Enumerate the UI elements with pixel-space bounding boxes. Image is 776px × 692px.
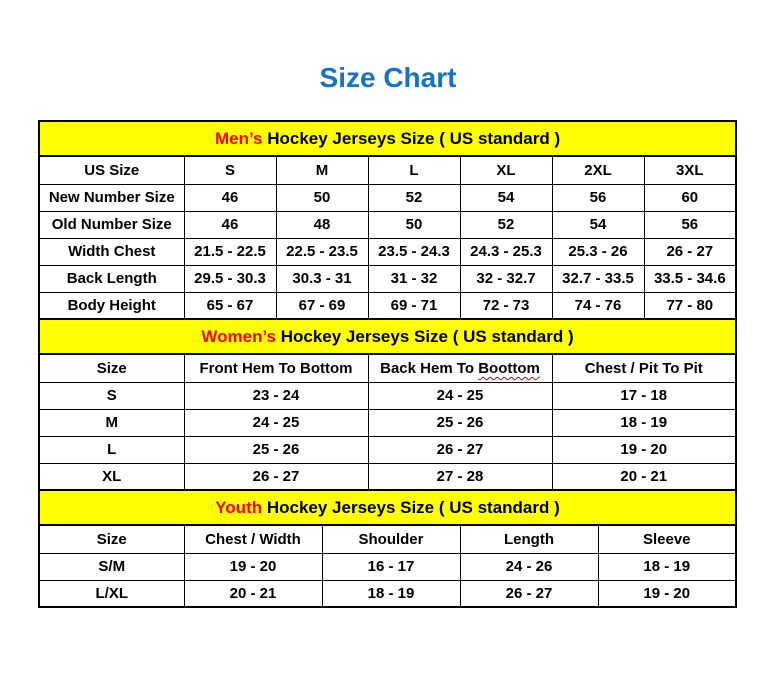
misspelled-word: Boottom [478, 359, 540, 377]
column-header: M [276, 156, 368, 184]
row-label: L/XL [39, 580, 184, 607]
table-cell: 69 - 71 [368, 292, 460, 319]
youth-column-header-row [39, 525, 736, 553]
table-cell: 50 [276, 184, 368, 211]
table-cell: 29.5 - 30.3 [184, 265, 276, 292]
row-label: Back Length [39, 265, 184, 292]
table-cell: 54 [460, 184, 552, 211]
column-header: Size [39, 525, 184, 553]
youth-size-table [38, 489, 737, 608]
table-cell: 74 - 76 [552, 292, 644, 319]
table-cell: 72 - 73 [460, 292, 552, 319]
mens-section-header-row [39, 121, 736, 156]
table-cell: 31 - 32 [368, 265, 460, 292]
row-label: Old Number Size [39, 211, 184, 238]
row-label: S/M [39, 553, 184, 580]
womens-section-header-row [39, 319, 736, 354]
table-cell: 67 - 69 [276, 292, 368, 319]
column-header: Size [39, 354, 184, 382]
table-cell: 54 [552, 211, 644, 238]
table-row [39, 409, 736, 436]
table-cell: 25 - 26 [368, 409, 552, 436]
table-cell: 20 - 21 [184, 580, 322, 607]
table-row [39, 211, 736, 238]
table-row [39, 184, 736, 211]
womens-column-header-row [39, 354, 736, 382]
row-label: L [39, 436, 184, 463]
column-header [368, 354, 552, 382]
column-header: XL [460, 156, 552, 184]
youth-section-title-highlight: Youth [215, 497, 263, 517]
table-cell: 26 - 27 [644, 238, 736, 265]
youth-section-title [39, 490, 736, 525]
table-cell: 26 - 27 [460, 580, 598, 607]
row-label: XL [39, 463, 184, 490]
table-cell: 56 [644, 211, 736, 238]
table-cell: 33.5 - 34.6 [644, 265, 736, 292]
column-header: 3XL [644, 156, 736, 184]
column-header: 2XL [552, 156, 644, 184]
table-cell: 50 [368, 211, 460, 238]
womens-section-title-highlight: Women’s [201, 326, 276, 346]
table-cell: 26 - 27 [368, 436, 552, 463]
table-cell: 30.3 - 31 [276, 265, 368, 292]
column-header: Length [460, 525, 598, 553]
table-row [39, 265, 736, 292]
table-row [39, 436, 736, 463]
column-header: S [184, 156, 276, 184]
table-row [39, 238, 736, 265]
womens-section-title [39, 319, 736, 354]
table-cell: 46 [184, 184, 276, 211]
row-label: New Number Size [39, 184, 184, 211]
page-title: Size Chart [319, 62, 457, 93]
column-header: Chest / Width [184, 525, 322, 553]
table-cell: 19 - 20 [598, 580, 736, 607]
youth-section-title-text: Hockey Jerseys Size ( US standard ) [262, 497, 560, 517]
table-cell: 18 - 19 [322, 580, 460, 607]
table-cell: 24.3 - 25.3 [460, 238, 552, 265]
table-cell: 65 - 67 [184, 292, 276, 319]
table-cell: 32 - 32.7 [460, 265, 552, 292]
table-cell: 26 - 27 [184, 463, 368, 490]
column-header: US Size [39, 156, 184, 184]
table-cell: 18 - 19 [598, 553, 736, 580]
table-row [39, 463, 736, 490]
table-row [39, 580, 736, 607]
table-cell: 24 - 25 [368, 382, 552, 409]
mens-column-header-row [39, 156, 736, 184]
table-cell: 24 - 25 [184, 409, 368, 436]
table-cell: 23 - 24 [184, 382, 368, 409]
table-row [39, 382, 736, 409]
table-row [39, 292, 736, 319]
table-cell: 32.7 - 33.5 [552, 265, 644, 292]
table-cell: 25 - 26 [184, 436, 368, 463]
table-cell: 48 [276, 211, 368, 238]
column-header: L [368, 156, 460, 184]
table-cell: 19 - 20 [184, 553, 322, 580]
table-cell: 22.5 - 23.5 [276, 238, 368, 265]
mens-size-table [38, 120, 737, 320]
table-cell: 18 - 19 [552, 409, 736, 436]
mens-section-title [39, 121, 736, 156]
table-cell: 56 [552, 184, 644, 211]
column-header: Sleeve [598, 525, 736, 553]
size-chart-tables [38, 120, 735, 608]
table-cell: 20 - 21 [552, 463, 736, 490]
table-cell: 17 - 18 [552, 382, 736, 409]
table-cell: 46 [184, 211, 276, 238]
table-cell: 52 [368, 184, 460, 211]
column-header: Chest / Pit To Pit [552, 354, 736, 382]
table-cell: 23.5 - 24.3 [368, 238, 460, 265]
youth-section-header-row [39, 490, 736, 525]
table-cell: 19 - 20 [552, 436, 736, 463]
table-row [39, 553, 736, 580]
table-cell: 24 - 26 [460, 553, 598, 580]
womens-size-table [38, 318, 737, 491]
table-cell: 25.3 - 26 [552, 238, 644, 265]
row-label: Width Chest [39, 238, 184, 265]
mens-section-title-highlight: Men’s [214, 128, 263, 148]
table-cell: 60 [644, 184, 736, 211]
row-label: Body Height [39, 292, 184, 319]
table-cell: 27 - 28 [368, 463, 552, 490]
table-cell: 16 - 17 [322, 553, 460, 580]
column-header: Shoulder [322, 525, 460, 553]
table-cell: 77 - 80 [644, 292, 736, 319]
row-label: S [39, 382, 184, 409]
table-cell: 52 [460, 211, 552, 238]
column-header: Front Hem To Bottom [184, 354, 368, 382]
table-cell: 21.5 - 22.5 [184, 238, 276, 265]
mens-section-title-text: Hockey Jerseys Size ( US standard ) [262, 128, 561, 148]
column-header-text: Back Hem To [380, 359, 479, 377]
row-label: M [39, 409, 184, 436]
womens-section-title-text: Hockey Jerseys Size ( US standard ) [276, 326, 574, 346]
